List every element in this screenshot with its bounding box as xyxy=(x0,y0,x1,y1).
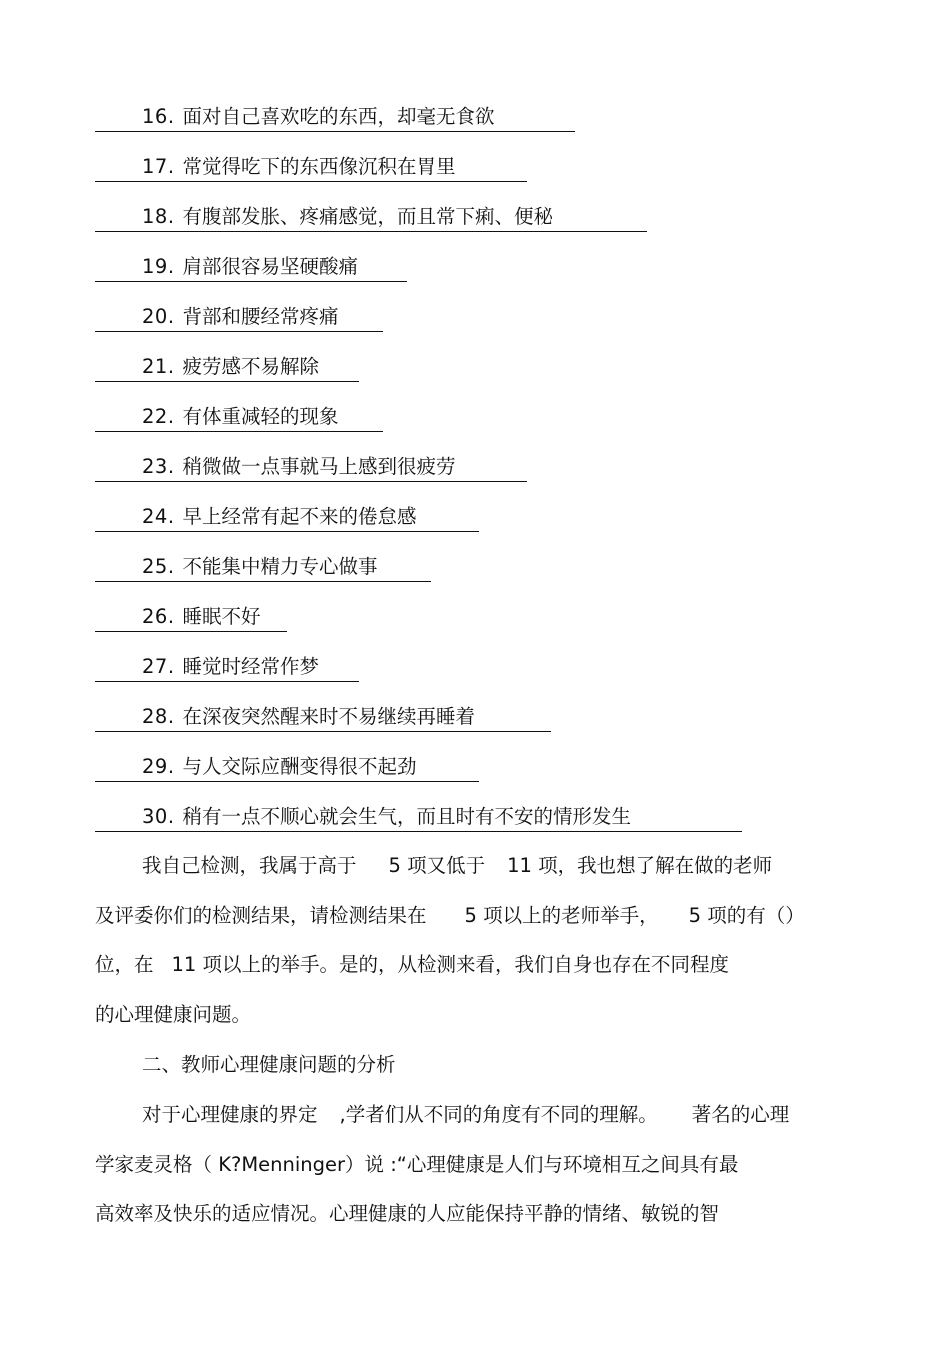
item-number: 21. xyxy=(142,355,175,378)
item-text: 面对自己喜欢吃的东西，却毫无食欲 xyxy=(182,105,495,128)
item-text: 稍微做一点事就马上感到很疲劳 xyxy=(182,455,456,478)
item-number: 18. xyxy=(142,205,175,228)
item-text: 与人交际应酬变得很不起劲 xyxy=(182,755,417,778)
paragraph-line xyxy=(95,950,865,980)
paragraph-line xyxy=(95,1100,912,1130)
text-segment: 5 项的有（） xyxy=(688,904,805,927)
text-segment: 及评委你们的检测结果，请检测结果在 xyxy=(95,904,427,927)
checklist-item xyxy=(95,602,287,632)
item-number: 30. xyxy=(142,805,175,828)
item-text: 早上经常有起不来的倦怠感 xyxy=(182,505,417,528)
checklist-item xyxy=(95,202,647,232)
checklist-item xyxy=(95,402,383,432)
text-segment: 对于心理健康的界定 xyxy=(142,1103,318,1126)
text-segment: 11 项，我也想了解在做的老师 xyxy=(507,854,773,877)
item-text: 常觉得吃下的东西像沉积在胃里 xyxy=(182,155,456,178)
text-segment: 5 项又低于 xyxy=(388,854,486,877)
text-segment: ,学者们从不同的角度有不同的理解。 xyxy=(339,1103,658,1126)
text-segment: 位，在 xyxy=(95,953,154,976)
heading-text: 二、教师心理健康问题的分析 xyxy=(142,1053,396,1076)
item-text: 背部和腰经常疼痛 xyxy=(182,305,339,328)
item-text: 稍有一点不顺心就会生气，而且时有不安的情形发生 xyxy=(182,805,632,828)
item-number: 17. xyxy=(142,155,175,178)
paragraph-line xyxy=(95,1000,865,1030)
text-segment: 11 项以上的举手。是的，从检测来看，我们自身也存在不同程度 xyxy=(171,953,730,976)
item-number: 24. xyxy=(142,505,175,528)
section-heading xyxy=(95,1050,912,1080)
item-number: 25. xyxy=(142,555,175,578)
item-number: 27. xyxy=(142,655,175,678)
paragraph-line xyxy=(95,1199,865,1229)
checklist-item xyxy=(95,152,527,182)
item-number: 19. xyxy=(142,255,175,278)
checklist-item xyxy=(95,252,407,282)
item-text: 有体重减轻的现象 xyxy=(182,405,339,428)
checklist-item xyxy=(95,102,575,132)
checklist-item xyxy=(95,802,742,832)
checklist-item xyxy=(95,552,431,582)
text-segment: 著名的心理 xyxy=(691,1103,790,1126)
item-number: 26. xyxy=(142,605,175,628)
item-text: 疲劳感不易解除 xyxy=(182,355,320,378)
checklist-item xyxy=(95,652,359,682)
item-text: 不能集中精力专心做事 xyxy=(182,555,378,578)
item-text: 肩部很容易坚硬酸痛 xyxy=(182,255,359,278)
paragraph-line xyxy=(95,901,865,931)
paragraph-line xyxy=(95,1150,865,1180)
checklist-item xyxy=(95,752,479,782)
text-segment: 学家麦灵格（ K?Menninger）说 :“心理健康是人们与环境相互之间具有最 xyxy=(95,1153,739,1176)
item-number: 23. xyxy=(142,455,175,478)
item-text: 有腹部发胀、疼痛感觉，而且常下痢、便秘 xyxy=(182,205,554,228)
item-number: 29. xyxy=(142,755,175,778)
checklist-item xyxy=(95,302,383,332)
item-number: 28. xyxy=(142,705,175,728)
text-segment: 5 项以上的老师举手， xyxy=(464,904,659,927)
checklist-item xyxy=(95,452,527,482)
checklist-item xyxy=(95,352,359,382)
text-segment: 我自己检测，我属于高于 xyxy=(142,854,357,877)
item-text: 睡觉时经常作梦 xyxy=(182,655,320,678)
checklist-item xyxy=(95,702,551,732)
item-text: 在深夜突然醒来时不易继续再睡着 xyxy=(182,705,476,728)
item-number: 22. xyxy=(142,405,175,428)
checklist-item xyxy=(95,502,479,532)
text-segment: 高效率及快乐的适应情况。心理健康的人应能保持平静的情绪、敏锐的智 xyxy=(95,1202,720,1225)
paragraph-line xyxy=(95,851,912,881)
text-segment: 的心理健康问题。 xyxy=(95,1003,252,1026)
item-number: 16. xyxy=(142,105,175,128)
item-number: 20. xyxy=(142,305,175,328)
item-text: 睡眠不好 xyxy=(182,605,261,628)
